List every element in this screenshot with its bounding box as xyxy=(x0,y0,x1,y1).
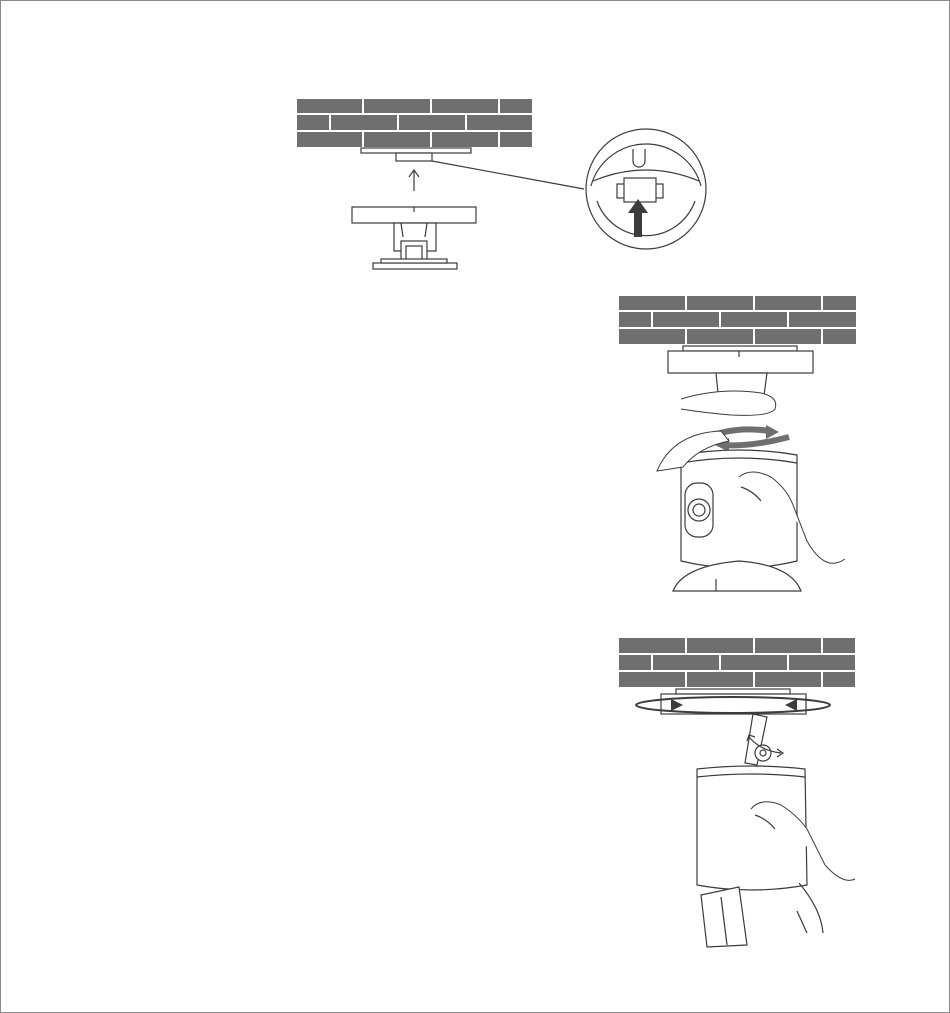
camera-body xyxy=(673,450,801,591)
illustration-mount-base xyxy=(291,91,721,281)
brick-wall xyxy=(296,98,533,148)
illustration-attach-camera xyxy=(611,291,861,606)
up-arrow-icon xyxy=(409,170,419,191)
mount-base xyxy=(352,207,476,269)
zoom-callout xyxy=(586,129,706,249)
camera-stem xyxy=(745,714,783,765)
mount-plate xyxy=(361,148,471,161)
brick-wall xyxy=(618,637,856,688)
illustration-adjust-angle xyxy=(611,633,861,953)
brick-wall xyxy=(618,295,857,345)
camera-body xyxy=(697,766,807,947)
mount-base xyxy=(661,689,806,714)
